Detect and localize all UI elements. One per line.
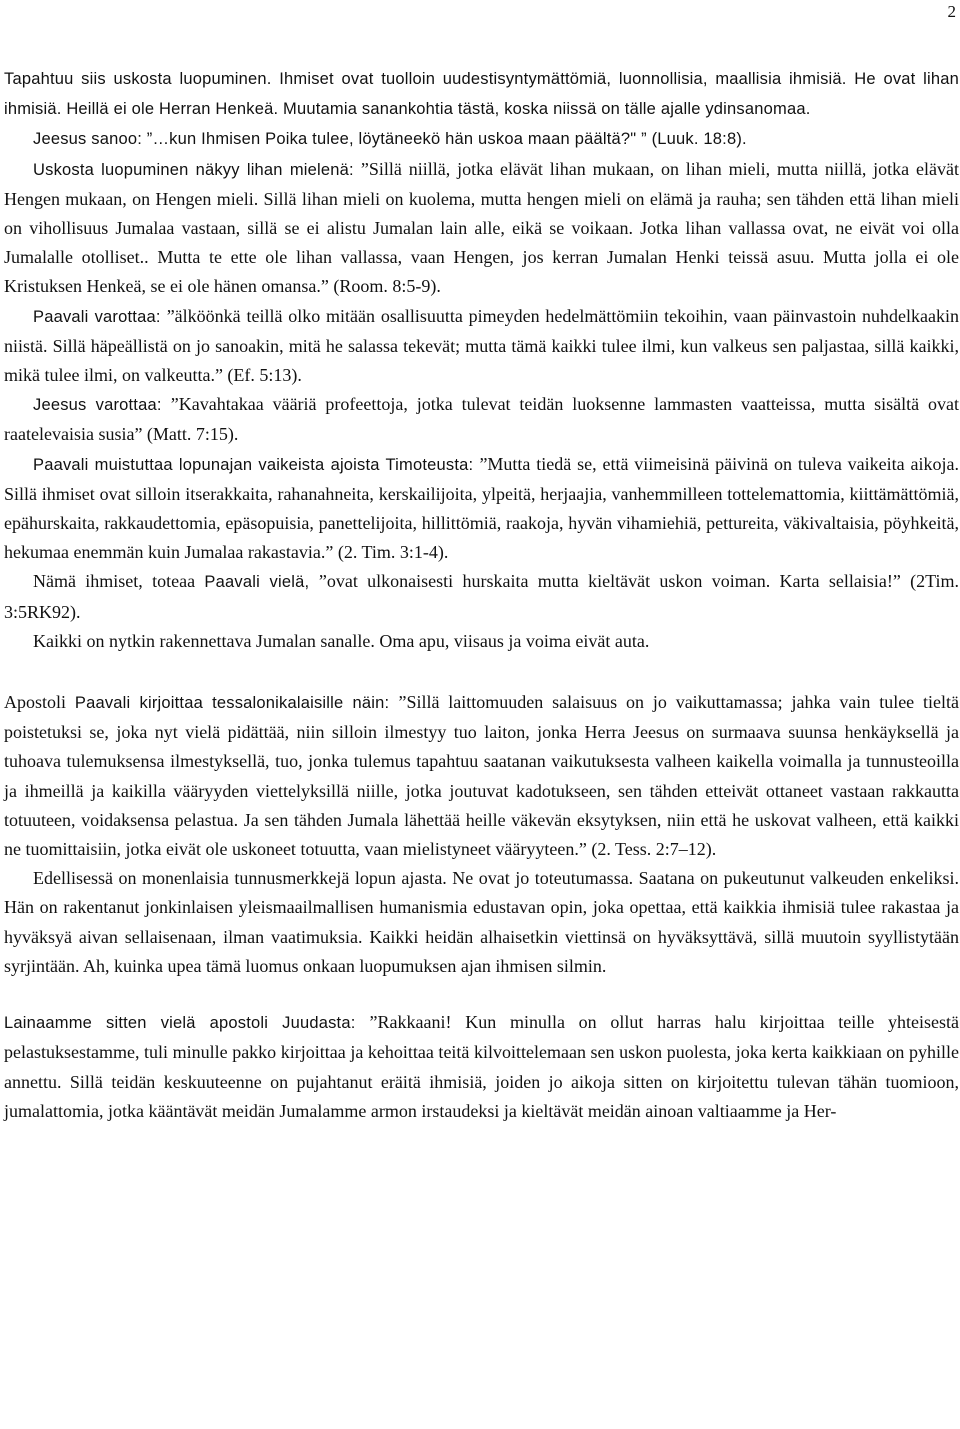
paragraph-7 [4, 567, 959, 626]
paragraph-text: ”Mutta tiedä se, että viimeisinä päivinä on tuleva vaikeita aikoja. Sillä ihmiset ovat silloin itserakkaita, rahanahneita, kerskailijoita, ylpeitä, herjaajia, vanhemmilleen tottelemattomia, kiittämättömiä, epähurskaita, rakkaudettomia, epäsopuisia, panettelijoita, hillittömiä, raakoja, hyvän vihamiehiä, pettureita, väkivaltaisia, pöyhkeitä, hekumaa enemmän kuin Jumalaa rakastavia.” (2. Tim. 3:1-4). [4, 453, 959, 563]
paragraph-10 [4, 864, 959, 981]
paragraph-text: ”Rakkaani! Kun minulla on ollut harras halu kirjoittaa teille yhteisestä pelastuksestamme, tuli minulle pakko kirjoittaa ja kehoittaa teitä kilvoittelemaan sen uskon puolesta, joka kerta kaikkiaan on pyhille annettu. Sillä teidän keskuuteenne on pujahtanut eräitä ihmisiä, joiden jo aikoja sitten on kirjoitettu tulevan tähän tuomioon, jumalattomia, jotka kääntävät meidän Jumalamme armon irstaudeksi ja kieltävät meidän ainoan valtiaamme ja Her- [4, 1012, 959, 1121]
paragraph-6 [4, 450, 959, 568]
intro-phrase: Uskosta luopuminen näkyy lihan mielenä: [33, 160, 361, 179]
paragraph-text: ”Sillä laittomuuden salaisuus on jo vaikuttamassa; jahka vain tulee tieltä poistetuksi se, joka nyt vielä pidättää, niin silloin ilmestyy tuo laiton, jonka Herra Jeesus on surmaava suunsa henkäyksellä ja tuhoava tulemuksensa ilmestyksellä, tuo, jonka tulemus tapahtuu saatanan vaikutuksesta valheen kaikella voimalla ja tunnusteoilla ja ihmeillä ja kaikilla vääryyden viettelyksillä niille, jotka joutuvat kadotukseen, sen tähden etteivät ottaneet vastaan rakkautta totuuteen, voidaksensa pelastua. Ja sen tähden Jumala lähettää heille väkevän eksytyksen, niin että he uskovat valheen, että kaikki ne tuomittaisiin, jotka eivät ole uskoneet totuutta, vaan mielistyneet vääryyteen.” (2. Tess. 2:7–12). [4, 692, 960, 860]
paragraph-text: ”Kavahtakaa vääriä profeettoja, jotka tulevat teidän luoksenne lammasten vaatteissa, mutta sisältä ovat raatelevaisia susia” (Matt. 7:15). [4, 394, 959, 445]
paragraph-11 [4, 1008, 959, 1126]
paragraph-5 [4, 390, 959, 449]
intro-phrase: Paavali muistuttaa lopunajan vaikeista ajoista Timoteusta: [33, 455, 480, 474]
intro-phrase: Paavali vielä, [204, 573, 319, 592]
page-number: 2 [947, 2, 956, 21]
intro-phrase: Jeesus sanoo: ”…kun Ihmisen Poika tulee, löytäneekö hän uskoa maan päältä?" ” (Luuk. 18:8). [33, 130, 747, 149]
paragraph-text: ”ovat ulkonaisesti hurskaita mutta kieltävät uskon voiman. Karta sellaisia!” (2Tim. 3:5RK92). [4, 571, 959, 622]
paragraph-3 [4, 155, 959, 302]
paragraph-4 [4, 302, 959, 391]
paragraph-text: Kaikki on nytkin rakennettava Jumalan sanalle. Oma apu, viisaus ja voima eivät auta. [33, 630, 650, 651]
paragraph-1 [4, 64, 959, 124]
paragraph-2 [4, 124, 959, 154]
paragraph-9 [4, 688, 959, 864]
paragraph-8 [4, 627, 959, 656]
intro-phrase: Paavali varottaa: [33, 307, 167, 326]
paragraph-text: ”älköönkä teillä olko mitään osallisuutta pimeyden hedelmättömiin tekoihin, vaan päinvastoin nuhdelkaakin niistä. Sillä häpeällistä on jo sanoakin, mitä he salassa tekevät; mutta tämä kaikki tulee ilmi, kun valkeus sen paljastaa, sillä kaikki, mikä tulee ilmi, on valkeutta.” (Ef. 5:13). [4, 305, 959, 386]
intro-phrase: Paavali kirjoittaa tessalonikalaisille näin: [74, 694, 399, 713]
paragraph-text: Nämä ihmiset, toteaa [33, 571, 205, 592]
paragraph-text: ”Sillä niillä, jotka elävät lihan mukaan, on lihan mieli, mutta niillä, jotka elävät Hengen mukaan, on Hengen mieli. Sillä lihan mieli on kuolema, mutta hengen mieli on elämä ja rauha; sen tähden että lihan mieli on vihollisuus Jumalaa vastaan, sillä se ei alistu Jumalan lain alle, eikä se voikaan. Jotka lihan vallassa ovat, ne eivät voi olla Jumalalle otolliset.. Mutta te ette ole lihan vallassa, vaan Hengen, jos kerran Jumalan Henki teissä asuu. Mutta jolla ei ole Kristuksen Henkeä, se ei ole hänen omansa.” (Room. 8:5-9). [4, 158, 959, 297]
body-text [4, 64, 959, 1126]
paragraph-text: Apostoli [4, 692, 75, 713]
intro-phrase: Lainaamme sitten vielä apostoli Juudasta: [4, 1014, 370, 1033]
paragraph-text: Edellisessä on monenlaisia tunnusmerkkejä lopun ajasta. Ne ovat jo toteutumassa. Saatana on pukeutunut valkeuden enkeliksi. Hän on rakentanut jonkinlaisen yleismaailmallisen humanismia edustavan opin, joka opettaa, että kaikkia ihmisiä tulee rakastaa ja hyväksyä aivan sellaisenaan, ilman vaatimuksia. Kaikki heidän alhaisetkin viettinsä on hyväksyttävä, sillä muutoin syyllistytään syrjintään. Ah, kuinka upea tämä luomus onkaan luopumuksen ajan ihmisen silmin. [4, 868, 959, 976]
intro-phrase: Tapahtuu siis uskosta luopuminen. Ihmiset ovat tuolloin uudestisyntymättömiä, luonnollisia, maallisia ihmisiä. He ovat lihan ihmisiä. Heillä ei ole Herran Henkeä. Muutamia sanankohtia tästä, koska niissä on tälle ajalle ydinsanomaa. [4, 70, 959, 119]
intro-phrase: Jeesus varottaa: [33, 396, 171, 415]
